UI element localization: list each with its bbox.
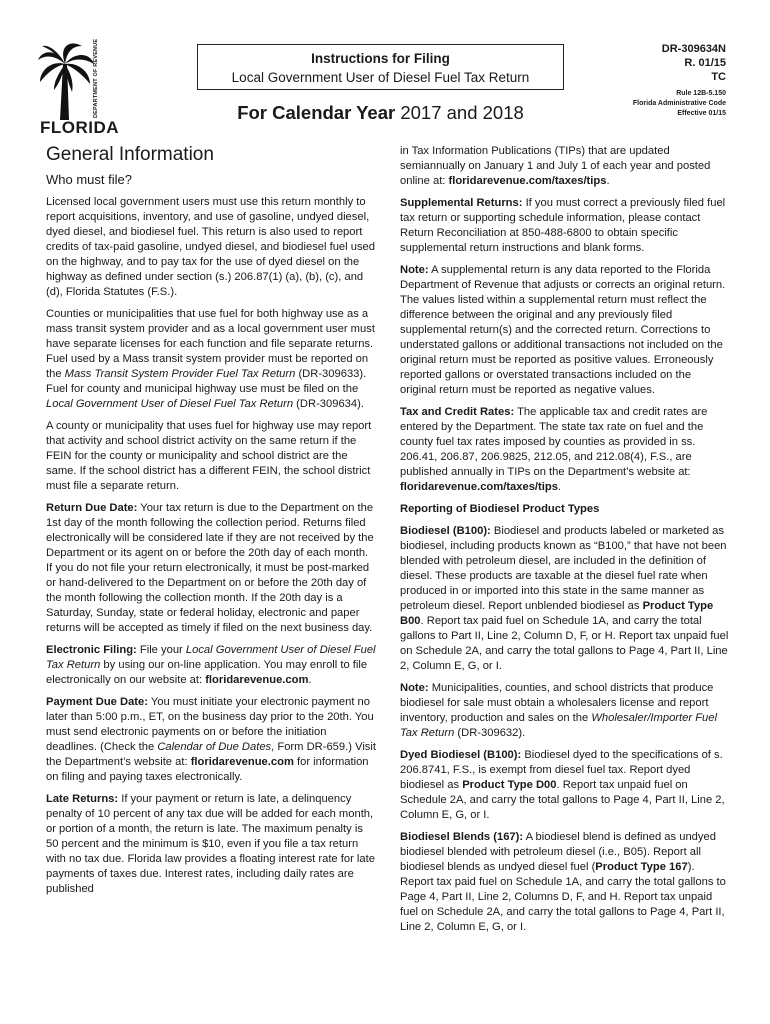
paragraph-electronic-filing: Electronic Filing: File your Local Government User of Diesel Fuel Tax Return by using our on-line application. You may enroll to file electronically on our website at: floridarevenue.com. xyxy=(46,644,376,686)
paragraph-late-returns: Late Returns: If your payment or return is late, a delinquency penalty of 10 percent of any tax due will be added for each month, or portion of a month, the return is late. The maximum penalty is 50 percent and the minimum is $10, even if you file a tax return with no tax due. Florida law provides a floating interest rate for late payments of taxes due. Interest rates, including daily rates are published xyxy=(46,793,375,895)
rule-reference xyxy=(633,89,726,119)
logo-state-text: FLORIDA xyxy=(40,118,120,137)
calendar-year-heading xyxy=(197,102,564,124)
paragraph-dyed-biodiesel: Dyed Biodiesel (B100): Biodiesel dyed to the specifications of s. 206.8741, F.S., is exempt from diesel fuel tax. Report dyed biodiesel as Product Type D00. Report tax unpaid fuel on Schedule 2A, and carry the total gallons to Page 4, Part II, Line 2, Column E, G, or I. xyxy=(400,749,725,821)
form-revision: R. 01/15 xyxy=(684,57,726,69)
year-value: 2017 and 2018 xyxy=(400,102,524,123)
palm-tree-icon xyxy=(38,42,94,120)
paragraph-who-files: Licensed local government users must use this return monthly to report acquisitions, inventory, and use of gasoline, undyed diesel, dyed diesel, and biodiesel fuel. This return is also used to report credits of tax-paid gasoline, undyed diesel, and biodiesel fuel used on the highway, and to pay tax for the use of dyed diesel on the highway as defined under section (s.) 206.87(1) (a), (b), (c), and (d), Florida Statutes (F.S.). xyxy=(46,196,376,298)
who-must-file-heading: Who must file? xyxy=(46,172,132,187)
paragraph-payment-due-date: Payment Due Date: You must initiate your electronic payment no later than 5:00 p.m., ET, on the business day prior to the 20th. You must send electronic payments on or before the initiation deadlines. (Check the Calendar of Due Dates, Form DR-659.) Visit the Department’s website at: floridarevenue.com for information on filing and paying taxes electronically. xyxy=(46,696,376,783)
paragraph-note-supplemental: Note: A supplemental return is any data reported to the Florida Department of Revenue that adjusts or corrects an original return. The values listed within a supplemental return must reflect the difference between the original and any previously filed supplemental return(s) and the corrected return. Corrections to understated gallons or additional transactions not included on the original return must be reported as positive values. Erroneously reported gallons or overstated transactions included on the original return must be reported as negative values. xyxy=(400,264,726,396)
form-code: TC xyxy=(711,71,726,83)
form-title-line1: Instructions for Filing xyxy=(311,51,450,66)
paragraph-tax-credit-rates: Tax and Credit Rates: The applicable tax and credit rates are entered by the Department. The state tax rate on fuel and the county fuel tax rates imposed by counties as provided in ss. 206.41, 206.87, 206.9825, 212.05, and 212.08(4), F.S., are published annually in TIPs on the Department’s website at: floridarevenue.com/taxes/tips. xyxy=(400,406,708,493)
paragraph-note-wholesaler: Note: Municipalities, counties, and school districts that produce biodiesel for sale must obtain a wholesalers license and report inventory, production and sales on the Wholesaler/Importer Fuel Tax Return (DR-309632). xyxy=(400,682,717,739)
tips-link[interactable]: floridarevenue.com/taxes/tips xyxy=(448,175,607,187)
paragraph-tips: in Tax Information Publications (TIPs) that are updated semiannually on January 1 and July 1 of each year and posted online at: floridarevenue.com/taxes/tips. xyxy=(400,145,711,187)
rule-line2: Florida Administrative Code xyxy=(632,100,726,107)
paragraph-biodiesel-blends: Biodiesel Blends (167): A biodiesel blend is defined as undyed biodiesel blended with petroleum diesel (i.e., B05). Report all biodiesel blends as undyed diesel fuel (Product Type 167). Report tax paid fuel on Schedule 1A, and carry the total gallons to Page 4, Part II, Line 2, Columns D, F, and H. Report tax unpaid fuel on Schedule 2A, and carry the total gallons to Page 4, Part II, Line 2, Column E, G, or I. xyxy=(400,831,726,933)
paragraph-school-district: A county or municipality that uses fuel for highway use may report that activity and school district activity on the same return if the FEIN for the county or municipality and school district are the same. If the school district has a different FEIN, the school district must file a separate return. xyxy=(46,420,372,492)
rule-line3: Effective 01/15 xyxy=(677,110,726,117)
paragraph-supplemental-returns: Supplemental Returns: If you must correct a previously filed fuel tax return or supporting schedule information, please contact Return Reconciliation at 850-488-6800 to obtain specific supplemental return instructions and blank forms. xyxy=(400,197,726,254)
form-title-box xyxy=(197,44,564,90)
left-column xyxy=(46,144,376,904)
website-link[interactable]: floridarevenue.com xyxy=(190,756,294,768)
website-link[interactable]: floridarevenue.com xyxy=(205,674,309,686)
tips-link[interactable]: floridarevenue.com/taxes/tips xyxy=(400,481,558,493)
section-heading: General Information xyxy=(46,144,214,165)
paragraph-biodiesel-b100: Biodiesel (B100): Biodiesel and products labeled or marketed as biodiesel, including products known as “B100,” that have not been blended with petroleum diesel, are included in the definition of diesel. These products are taxable at the diesel fuel rate when produced in or imported into this state in the same manner as petroleum diesel. Report unblended biodiesel as Product Type B00. Report tax paid fuel on Schedule 1A, and carry the total gallons to Part II, Line 2, Column D, F, or H. Report tax unpaid fuel on Schedule 2A, and carry the total gallons to Page 4, Part II, Line 2, Column E, G, or I. xyxy=(400,525,729,672)
logo-agency-text: DEPARTMENT OF REVENUE xyxy=(93,38,99,118)
florida-dor-logo xyxy=(38,38,120,142)
form-title-line2: Local Government User of Diesel Fuel Tax Return xyxy=(231,70,530,85)
biodiesel-heading: Reporting of Biodiesel Product Types xyxy=(400,503,600,515)
form-number: DR-309634N xyxy=(661,43,726,55)
year-prefix: For Calendar Year xyxy=(237,102,401,123)
rule-line1: Rule 12B-5.150 xyxy=(676,90,726,97)
form-identifier xyxy=(662,42,726,84)
paragraph-return-due-date: Return Due Date: Your tax return is due to the Department on the 1st day of the month following the collection period. Returns filed electronically will be considered late if they are not received by the Department or its agent on or before the 20th day of each month. If you do not file your return electronically, it must be post-marked or hand-delivered to the Department on or before the 20th day of the month following the collection month. If the 20th day is a Saturday, Sunday, state or federal holiday, electronic and paper returns will be accepted as timely if filed on the next business day. xyxy=(46,502,374,634)
paragraph-mass-transit: Counties or municipalities that use fuel for both highway use as a mass transit system provider and as a local government user must have separate licenses for each function and file separate returns. Fuel used by a Mass transit system provider must be reported on the Mass Transit System Provider Fuel Tax Return (DR-309633). Fuel for county and municipal highway use must be filed on the Local Government User of Diesel Fuel Tax Return (DR-309634). xyxy=(46,308,375,410)
right-column xyxy=(400,144,730,942)
